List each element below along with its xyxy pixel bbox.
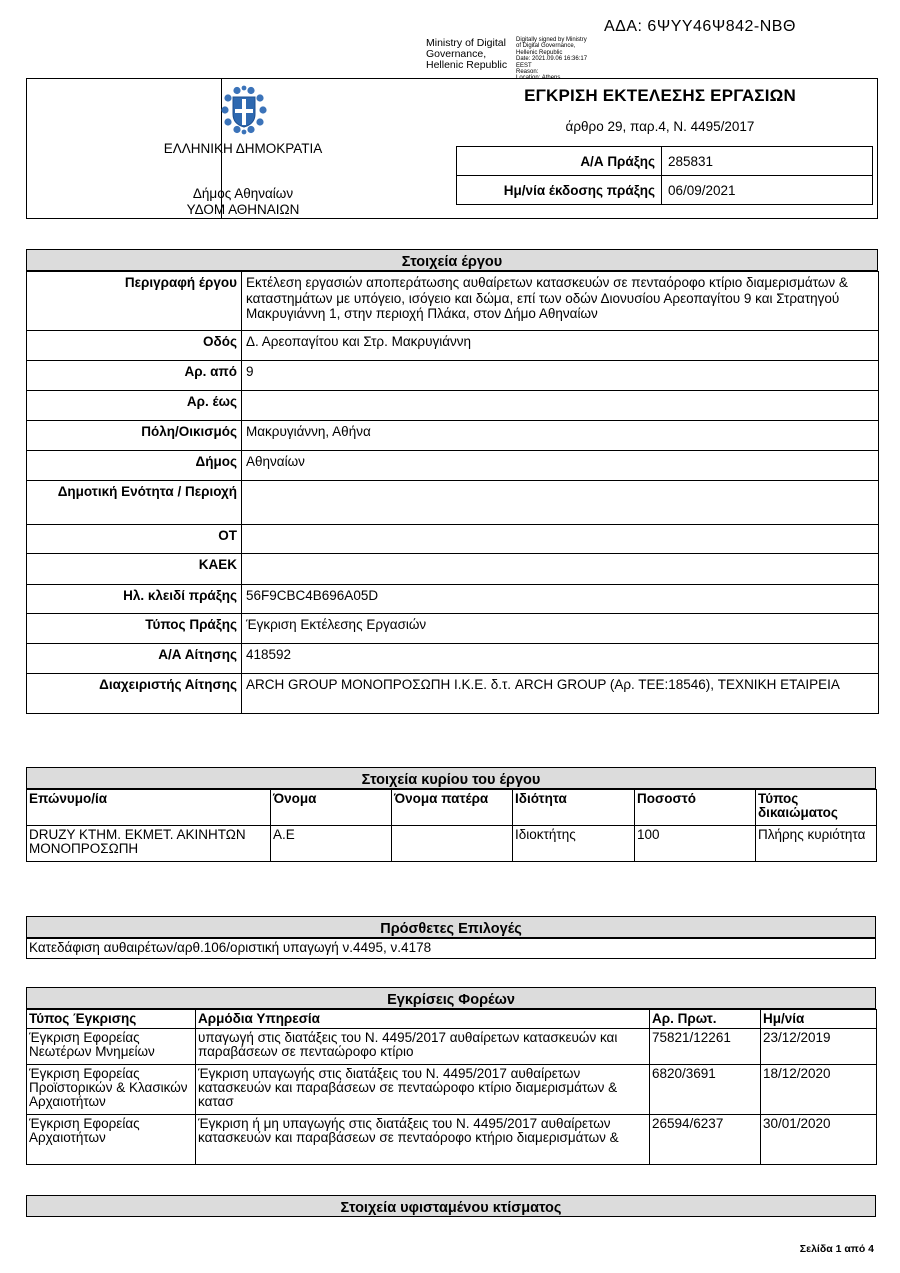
project-field-value: 56F9CBC4B696A05D — [242, 585, 879, 614]
project-field-label: ΚΑΕΚ — [27, 554, 242, 585]
act-number-label: Α/Α Πράξης — [457, 147, 662, 176]
column-header: Όνομα πατέρα — [392, 790, 513, 826]
project-field-value: Έγκριση Εκτέλεσης Εργασιών — [242, 614, 879, 644]
municipality-name: Δήμος Αθηναίων — [192, 186, 294, 201]
issuer-authority — [106, 186, 380, 218]
project-table — [26, 271, 879, 714]
signature-details — [516, 37, 587, 82]
issuer-country: ΕΛΛΗΝΙΚΗ ΔΗΜΟΚΡΑΤΙΑ — [163, 141, 323, 156]
project-row — [27, 585, 879, 614]
owner-cell: Πλήρης κυριότητα — [756, 826, 877, 862]
owner-cell: Α.Ε — [271, 826, 392, 862]
act-info-table — [456, 146, 873, 205]
project-field-value: Εκτέλεση εργασιών αποπεράτωσης αυθαίρετων κατασκευών σε πενταόροφο κτίριο διαμερισμάτων & καταστημάτων με υπόγειο, ισόγειο και δώμα, επί των οδών Διονυσίου Αρεοπαγίτου 9 και Στρατηγού Μακρυγιάννη 1, στην περιοχή Πλάκα, στον Δήμο Αθηναίων — [242, 272, 879, 331]
project-field-value: Δ. Αρεοπαγίτου και Στρ. Μακρυγιάννη — [242, 331, 879, 361]
project-field-label: Πόλη/Οικισμός — [27, 421, 242, 451]
signature-line: Ministry of Digital — [426, 37, 506, 49]
building-section-heading: Στοιχεία υφισταμένου κτίσματος — [26, 1195, 876, 1217]
project-field-value — [242, 554, 879, 585]
project-row — [27, 361, 879, 391]
project-row — [27, 525, 879, 554]
signature-detail: Date: 2021.09.06 16:36:17 — [516, 56, 588, 63]
options-table — [26, 938, 876, 959]
signature-detail: Reason: — [516, 69, 539, 76]
project-field-label: Οδός — [27, 331, 242, 361]
project-field-value: ARCH GROUP ΜΟΝΟΠΡΟΣΩΠΗ Ι.Κ.Ε. δ.τ. ARCH GROUP (Αρ. ΤΕΕ:18546), ΤΕΧΝΙΚΗ ΕΤΑΙΡΕΙΑ — [242, 674, 879, 714]
project-row — [27, 674, 879, 714]
owner-section — [26, 767, 876, 862]
project-field-label: ΟΤ — [27, 525, 242, 554]
building-section — [26, 1195, 876, 1217]
owner-cell: 100 — [635, 826, 756, 862]
project-field-label: Α/Α Αίτησης — [27, 644, 242, 674]
project-section-heading: Στοιχεία έργου — [26, 249, 878, 271]
signature-line: Hellenic Republic — [426, 59, 508, 71]
approval-date: 18/12/2020 — [761, 1065, 877, 1115]
project-row — [27, 421, 879, 451]
signature-detail: of Digital Governance, — [516, 43, 576, 50]
project-row — [27, 391, 879, 421]
project-field-value — [242, 525, 879, 554]
approval-date: 30/01/2020 — [761, 1115, 877, 1165]
page-number: Σελίδα 1 από 4 — [799, 1243, 874, 1255]
project-field-value: Μακρυγιάννη, Αθήνα — [242, 421, 879, 451]
table-row — [27, 1065, 877, 1115]
column-header: Ημ/νία — [761, 1010, 877, 1029]
signature-detail: Hellenic Republic — [516, 49, 563, 56]
approval-service: Έγκριση υπαγωγής στις διατάξεις του Ν. 4495/2017 αυθαίρετων κατασκευών και παραβάσεων σε πενταώροφο κτίριο διαμερισμάτων & κατασ — [196, 1065, 650, 1115]
approvals-header-row — [27, 1010, 877, 1029]
project-row — [27, 644, 879, 674]
owner-section-heading: Στοιχεία κυρίου του έργου — [26, 767, 876, 789]
owner-cell — [392, 826, 513, 862]
project-field-label: Τύπος Πράξης — [27, 614, 242, 644]
column-header: Τύπος δικαιώματος — [756, 790, 877, 826]
owner-cell: DRUZY ΚΤΗΜ. ΕΚΜΕΤ. ΑΚΙΝΗΤΩΝ ΜΟΝΟΠΡΟΣΩΠΗ — [27, 826, 271, 862]
signature-detail: Location: Athens — [516, 75, 561, 82]
options-section-heading: Πρόσθετες Επιλογές — [26, 916, 876, 938]
column-header: Αρμόδια Υπηρεσία — [196, 1010, 650, 1029]
greek-coat-of-arms-icon — [218, 84, 270, 136]
act-number-row — [457, 147, 873, 176]
column-header: Όνομα — [271, 790, 392, 826]
service-name: ΥΔΟΜ ΑΘΗΝΑΙΩΝ — [186, 202, 300, 217]
project-row — [27, 331, 879, 361]
approval-service: Έγκριση ή μη υπαγωγής στις διατάξεις του Ν. 4495/2017 αυθαίρετων κατασκευών και παραβάσεων σε πενταόροφο κτήριο διαμερισμάτων & — [196, 1115, 650, 1165]
signature-detail: Digitally signed by Ministry — [516, 37, 587, 43]
project-field-label: Δημοτική Ενότητα / Περιοχή — [27, 481, 242, 525]
approvals-section-heading: Εγκρίσεις Φορέων — [26, 987, 876, 1009]
approval-service: υπαγωγή στις διατάξεις του Ν. 4495/2017 αυθαίρετων κατασκευών και παραβάσεων σε πενταώροφο κτίριο — [196, 1029, 650, 1065]
column-header: Ποσοστό — [635, 790, 756, 826]
project-row — [27, 614, 879, 644]
project-row — [27, 272, 879, 331]
project-field-value: 418592 — [242, 644, 879, 674]
column-header: Τύπος Έγκρισης — [27, 1010, 196, 1029]
column-header: Ιδιότητα — [513, 790, 635, 826]
project-field-value: 9 — [242, 361, 879, 391]
project-field-label: Αρ. από — [27, 361, 242, 391]
project-field-label: Δήμος — [27, 451, 242, 481]
project-field-label: Διαχειριστής Αίτησης — [27, 674, 242, 714]
owner-table — [26, 789, 877, 862]
options-section — [26, 916, 876, 959]
signature-line: Governance, — [426, 48, 487, 60]
document-subtitle: άρθρο 29, παρ.4, Ν. 4495/2017 — [565, 119, 755, 134]
document-title: ΕΓΚΡΙΣΗ ΕΚΤΕΛΕΣΗΣ ΕΡΓΑΣΙΩΝ — [524, 86, 796, 105]
approvals-section — [26, 987, 876, 1165]
project-field-value — [242, 391, 879, 421]
approval-type: Έγκριση Εφορείας Προϊστορικών & Κλασικών Αρχαιοτήτων — [27, 1065, 196, 1115]
project-section — [26, 249, 878, 714]
project-row — [27, 554, 879, 585]
issue-date-row — [457, 176, 873, 205]
column-header: Επώνυμο/ία — [27, 790, 271, 826]
issue-date-label: Ημ/νία έκδοσης πράξης — [457, 176, 662, 205]
owner-cell: Ιδιοκτήτης — [513, 826, 635, 862]
options-text: Κατεδάφιση αυθαιρέτων/αρθ.106/οριστική υπαγωγή ν.4495, ν.4178 — [27, 939, 876, 959]
project-field-label: Ηλ. κλειδί πράξης — [27, 585, 242, 614]
ada-code: ΑΔΑ: 6ΨΥΥ46Ψ842-ΝΒΘ — [604, 18, 796, 35]
project-field-label: Περιγραφή έργου — [27, 272, 242, 331]
approval-type: Έγκριση Εφορείας Νεωτέρων Μνημείων — [27, 1029, 196, 1065]
project-row — [27, 481, 879, 525]
table-row — [27, 1115, 877, 1165]
project-row — [27, 451, 879, 481]
project-field-value — [242, 481, 879, 525]
approval-protocol: 75821/12261 — [650, 1029, 761, 1065]
issue-date-value: 06/09/2021 — [662, 176, 873, 205]
approval-protocol: 6820/3691 — [650, 1065, 761, 1115]
table-row — [27, 1029, 877, 1065]
approval-protocol: 26594/6237 — [650, 1115, 761, 1165]
owner-header-row — [27, 790, 877, 826]
signature-signer — [426, 38, 507, 71]
table-row — [27, 939, 876, 959]
project-field-value: Αθηναίων — [242, 451, 879, 481]
approval-date: 23/12/2019 — [761, 1029, 877, 1065]
approvals-table — [26, 1009, 877, 1165]
signature-detail: EEST — [516, 62, 532, 69]
act-number-value: 285831 — [662, 147, 873, 176]
table-row — [27, 826, 877, 862]
approval-type: Έγκριση Εφορείας Αρχαιοτήτων — [27, 1115, 196, 1165]
column-header: Αρ. Πρωτ. — [650, 1010, 761, 1029]
project-field-label: Αρ. έως — [27, 391, 242, 421]
